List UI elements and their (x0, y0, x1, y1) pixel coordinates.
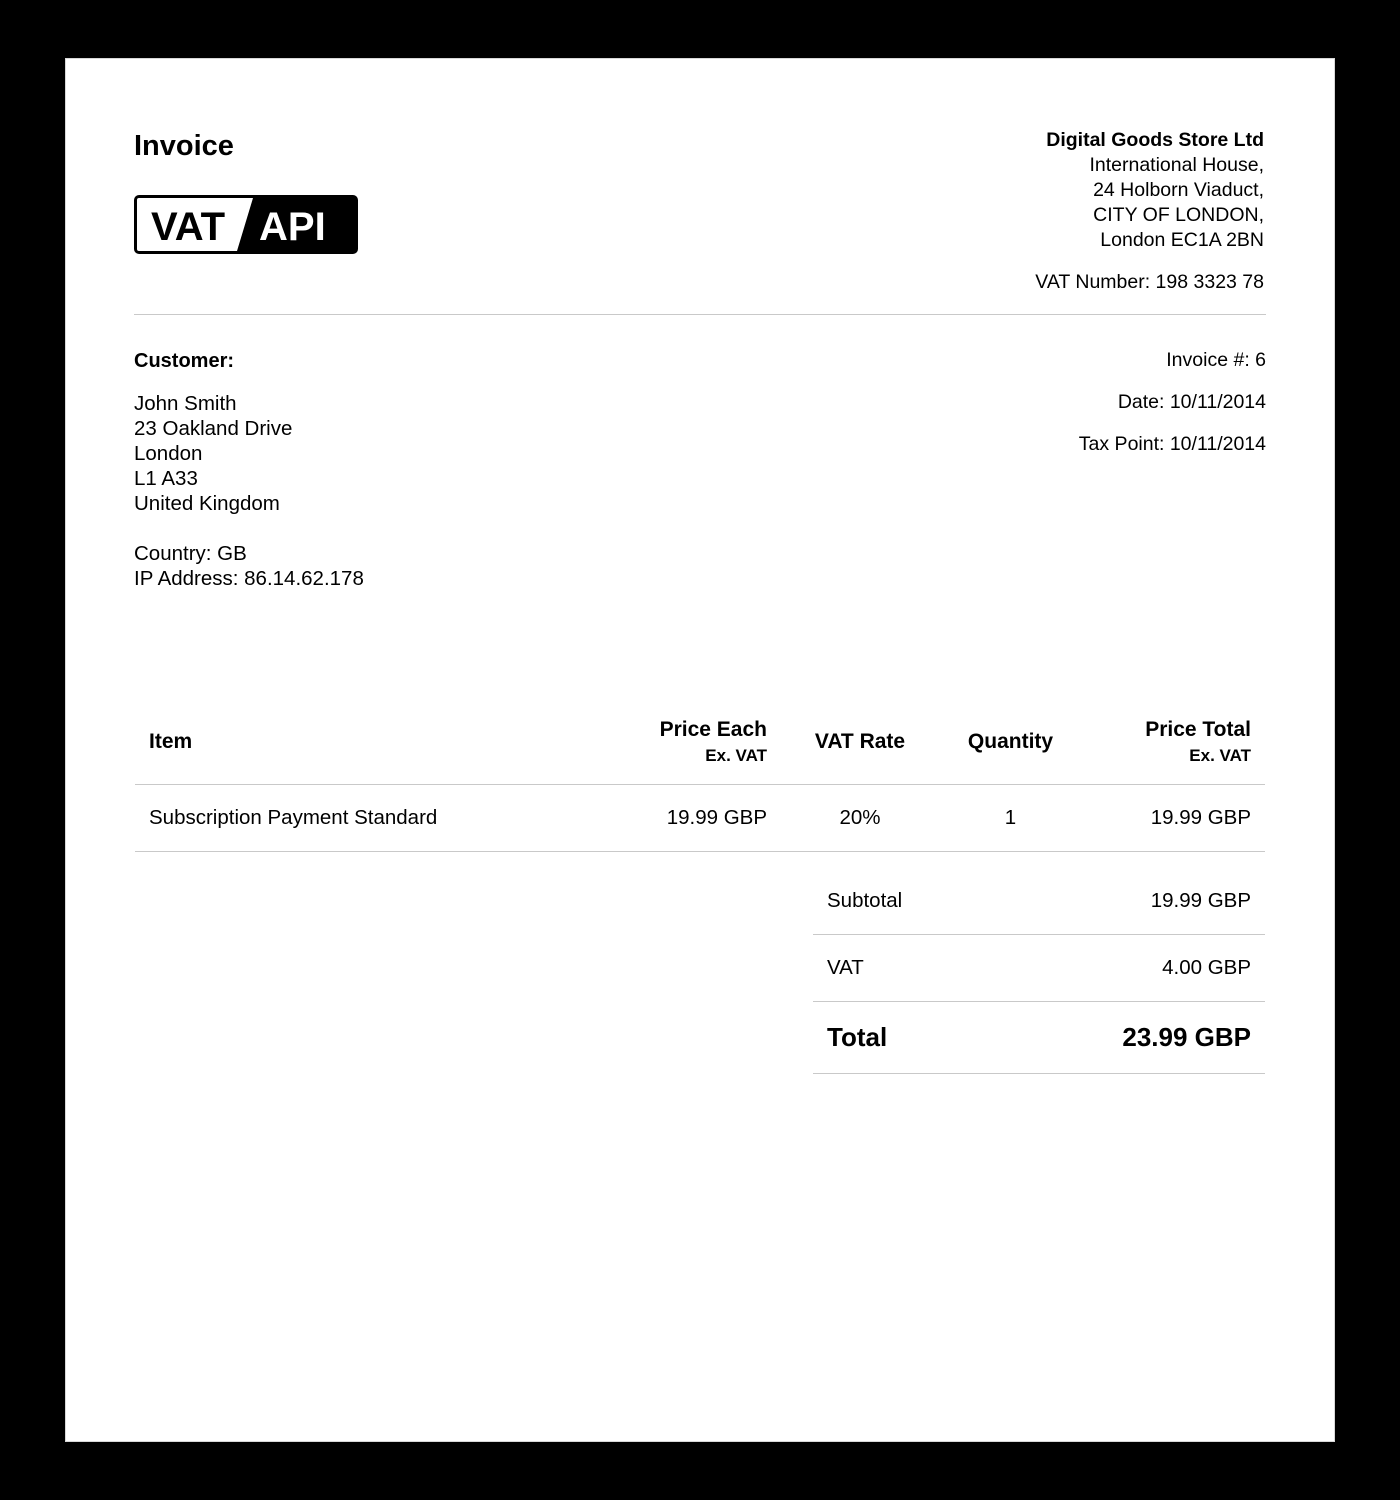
customer-country: Country: GB (134, 542, 247, 565)
invoice-tax-point: Tax Point: 10/11/2014 (1078, 433, 1266, 455)
vat-row (813, 935, 1265, 1002)
row-item: Subscription Payment Standard (135, 785, 583, 852)
logo-text-left: VAT (151, 205, 226, 249)
header-price-total-label: Price Total (1145, 717, 1251, 741)
totals-table (813, 867, 1265, 1074)
invoice-title: Invoice (134, 130, 234, 162)
header-price-each-label: Price Each (659, 717, 767, 741)
customer-address-line: John Smith (134, 392, 237, 415)
customer-label: Customer: (134, 350, 235, 372)
invoice-date: Date: 10/11/2014 (1117, 391, 1266, 413)
header-vat-rate: VAT Rate (781, 699, 939, 785)
subtotal-label: Subtotal (813, 867, 993, 935)
header-item: Item (135, 699, 583, 785)
seller-address-line: 24 Holborn Viaduct, (1093, 179, 1264, 201)
seller-address-line: CITY OF LONDON, (1093, 204, 1264, 226)
customer-ip: IP Address: 86.14.62.178 (134, 567, 364, 590)
seller-name: Digital Goods Store Ltd (1046, 129, 1264, 151)
row-price-total: 19.99 GBP (1082, 785, 1265, 852)
total-value: 23.99 GBP (993, 1002, 1265, 1074)
total-row (813, 1002, 1265, 1074)
customer-address (134, 391, 292, 516)
total-label: Total (813, 1002, 993, 1074)
seller-info (1046, 128, 1264, 253)
customer-address-line: United Kingdom (134, 492, 280, 515)
logo-text-right: API (259, 205, 326, 249)
vat-value: 4.00 GBP (993, 935, 1265, 1002)
header-price-total (1082, 699, 1265, 785)
table-header-row (135, 699, 1265, 785)
invoice-page (66, 59, 1334, 1441)
subtotal-row (813, 867, 1265, 935)
header-price-total-sub: Ex. VAT (1189, 745, 1251, 765)
line-items-table (135, 699, 1265, 852)
row-price-each: 19.99 GBP (583, 785, 781, 852)
customer-address-line: 23 Oakland Drive (134, 417, 293, 440)
seller-vat-number: VAT Number: 198 3323 78 (1035, 271, 1264, 293)
customer-address-line: London (134, 442, 203, 465)
invoice-number: Invoice #: 6 (1166, 349, 1266, 371)
seller-address-line: London EC1A 2BN (1100, 229, 1264, 251)
seller-address-line: International House, (1089, 154, 1264, 176)
vat-api-logo (134, 195, 358, 254)
customer-address-line: L1 A33 (134, 467, 198, 490)
row-vat-rate: 20% (781, 785, 939, 852)
header-price-each-sub: Ex. VAT (705, 745, 767, 765)
table-row (135, 785, 1265, 852)
row-quantity: 1 (939, 785, 1082, 852)
vat-label: VAT (813, 935, 993, 1002)
subtotal-value: 19.99 GBP (993, 867, 1265, 935)
header-price-each (583, 699, 781, 785)
header-quantity: Quantity (939, 699, 1082, 785)
header-divider (134, 314, 1266, 315)
customer-meta (134, 541, 364, 591)
